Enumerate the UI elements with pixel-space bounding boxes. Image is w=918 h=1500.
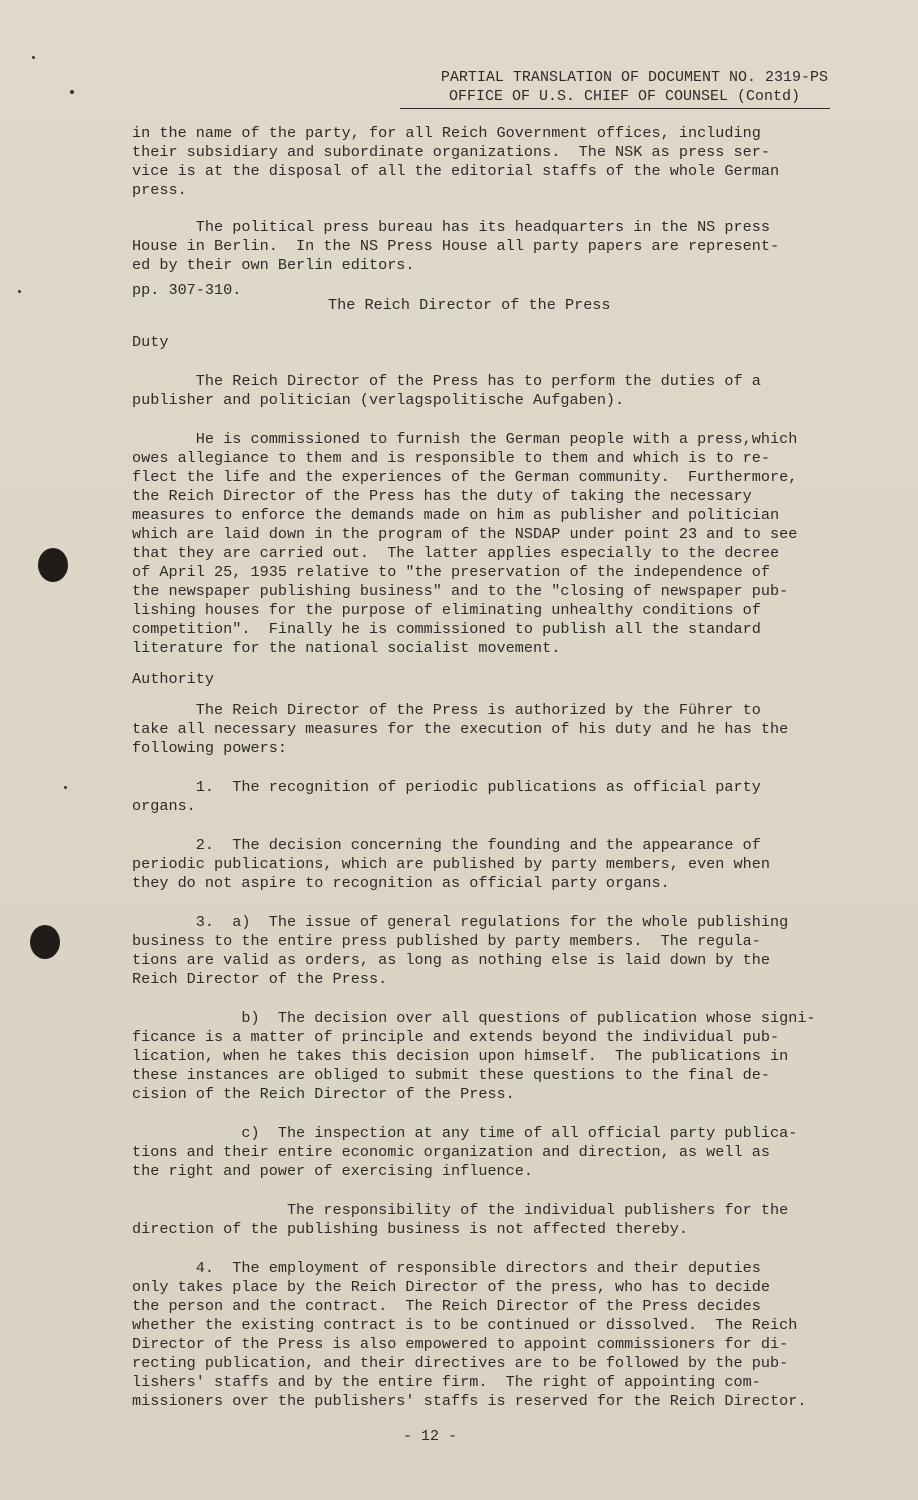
paper-speck [32,56,35,59]
pages-reference: pp. 307-310. [132,281,242,299]
power-item-4: 4. The employment of responsible directors and their deputies only takes place by the Reich Director of the press, who has to decide the person and the contract. The Reich Director of the Press decides whether the existing contract is to be continued or dissolved. The Reich Director of the Press is also empowered to appoint commissioners for di- recting publication, and their directives are to be followed by the pub- lishers' staffs and by the entire firm. The right of appointing com- missioners over the publishers' staffs is reserved for the Reich Director. [132,1259,807,1410]
power-item-1: 1. The recognition of periodic publications as official party organs. [132,778,761,815]
document-header [400,68,830,109]
paragraph-continuation: in the name of the party, for all Reich Government offices, including their subsidiary and subordinate organizations. The NSK as press ser- vice is at the disposal of all the editorial staffs of the whole German press. [132,124,780,199]
punch-hole-bottom [30,925,60,959]
header-line-2: OFFICE OF U.S. CHIEF OF COUNSEL (Contd) [400,87,830,109]
heading-duty: Duty [132,333,169,351]
paragraph-commission: He is commissioned to furnish the German people with a press,which owes allegiance to them and is responsible to them and which is to re- flect the life and the experiences of the German community. Furthermore, the Reich Director of the Press has the duty of taking the necessary measures to enforce the demands made on him as publisher and politician which are laid down in the program of the NSDAP under point 23 and to see that they are carried out. The latter applies especially to the decree of April 25, 1935 relative to "the preservation of the independence of the newspaper publishing business" and to the "closing of newspaper pub- lishing houses for the purpose of eliminating unhealthy conditions of competition". Finally he is commissioned to publish all the standard literature for the national socialist movement. [132,430,798,657]
paragraph-press-bureau: The political press bureau has its headquarters in the NS press House in Berlin. In the NS Press House all party papers are represent- ed by their own Berlin editors. [132,218,780,274]
paper-speck [18,290,21,293]
punch-hole-top [38,548,68,582]
power-item-2: 2. The decision concerning the founding and the appearance of periodic publications, which are published by party members, even when they do not aspire to recognition as official party organs. [132,836,770,892]
paper-speck [70,90,74,94]
paragraph-responsibility: The responsibility of the individual publishers for the direction of the publishing business is not affected thereby. [132,1201,789,1238]
heading-authority: Authority [132,670,215,688]
paragraph-duties: The Reich Director of the Press has to perform the duties of a publisher and politician (verlagspolitische Aufgaben). [132,372,761,409]
header-line-1: PARTIAL TRANSLATION OF DOCUMENT NO. 2319-PS [440,69,828,86]
document-body [132,124,832,1411]
power-item-3b: b) The decision over all questions of publication whose signi- ficance is a matter of principle and extends beyond the individual pub- lication, when he takes this decision upon himself. The publications in these instances are obliged to submit these questions to the final de- cision of the Reich Director of the Press. [132,1009,816,1103]
paper-speck [64,786,67,789]
paragraph-powers: The Reich Director of the Press is authorized by the Führer to take all necessary measures for the execution of his duty and he has the following powers: [132,701,789,757]
power-item-3a: 3. a) The issue of general regulations for the whole publishing business to the entire press published by party members. The regula- tions are valid as orders, as long as nothing else is laid down by the Reich Director of the Press. [132,913,789,988]
power-item-3c: c) The inspection at any time of all official party publica- tions and their entire economic organization and direction, as well as the right and power of exercising influence. [132,1124,798,1180]
page-number: - 12 - [402,1428,457,1445]
section-title: The Reich Director of the Press [328,296,611,314]
